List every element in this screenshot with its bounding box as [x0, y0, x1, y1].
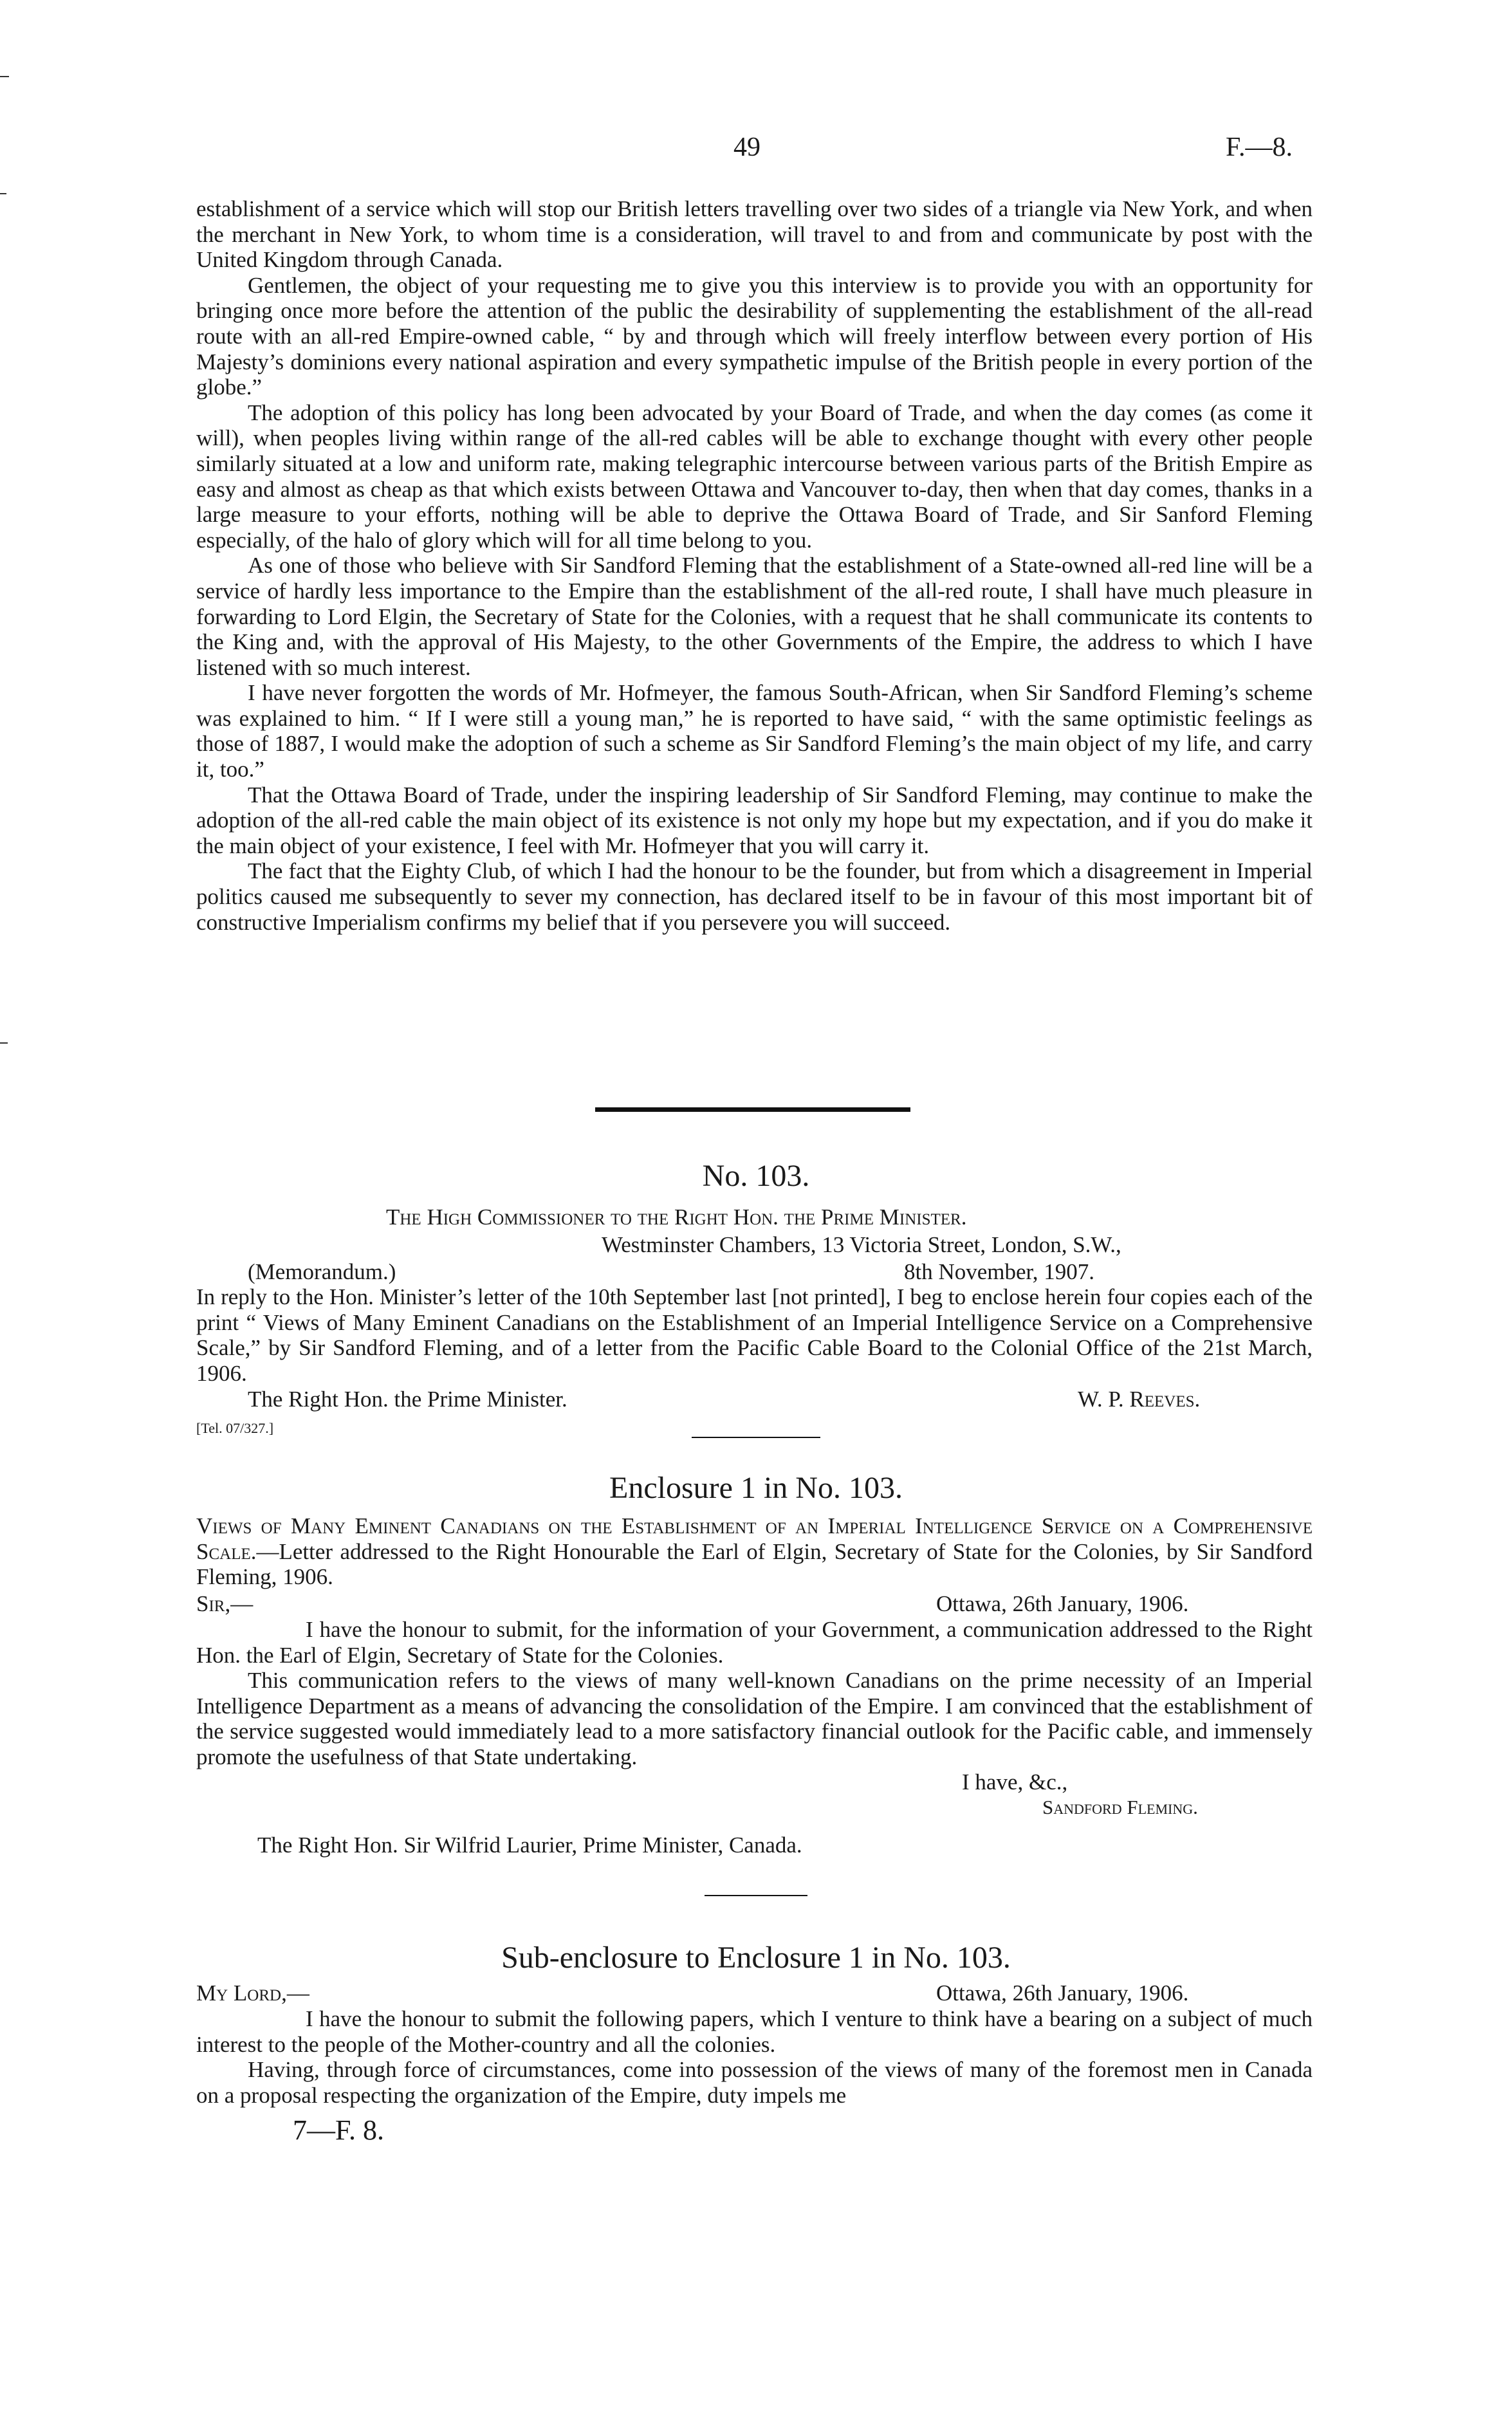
page-number: 49: [733, 133, 761, 162]
letter-date: 8th November, 1907.: [904, 1259, 1095, 1284]
section-heading-subenclosure: Sub-enclosure to Enclosure 1 in No. 103.: [501, 1941, 1011, 1975]
enclosure-salutation: Sir,—: [196, 1591, 254, 1616]
paragraph: I have never forgotten the words of Mr. Hofmeyer, the famous South-African, when Sir Sandford Fleming’s scheme was explained to him. “ If I were still a young man,” he is reported to have said, “ with the same optimistic feelings as those of 1887, I would make the adoption of such a scheme as Sir Sandford Fleming’s the main object of my life, and carry it, too.”: [196, 680, 1313, 782]
paragraph: Having, through force of circumstances, come into possession of the views of many of the foremost men in Canada on a proposal respecting the organization of the Empire, duty impels me: [196, 2057, 1313, 2108]
continuation-text: [196, 196, 1313, 935]
section-divider: [595, 1107, 910, 1112]
section-divider: [692, 1437, 820, 1438]
memorandum-label: (Memorandum.): [248, 1259, 396, 1284]
left-margin-mark: [0, 76, 9, 77]
left-margin-mark: [0, 1042, 8, 1044]
enclosure-closing: I have, &c.,: [962, 1769, 1068, 1795]
paragraph: In reply to the Hon. Minister’s letter of the 10th September last [not printed], I beg to enclose herein four copies each of the print “ Views of Many Eminent Canadians on the Establishment of an Imperial Intelligence Service on a Comprehensive Scale,” by Sir Sandford Fleming, and of a letter from the Pacific Cable Board to the Colonial Office of the 21st March, 1906.: [196, 1284, 1313, 1386]
section-heading-enclosure-1: Enclosure 1 in No. 103.: [609, 1471, 903, 1505]
letter-address: Westminster Chambers, 13 Victoria Street, London, S.W.,: [602, 1232, 1121, 1257]
paragraph: As one of those who believe with Sir Sandford Fleming that the establishment of a State-owned all-red line will be a service of hardly less importance to the Empire than the establishment of the all-red route, I shall have much pleasure in forwarding to Lord Elgin, the Secretary of State for the Colonies, with a request that he shall communicate its contents to the King and, with the approval of His Majesty, to the other Governments of the Empire, the address to which I have listened with so much interest.: [196, 553, 1313, 680]
paragraph: I have the honour to submit, for the information of your Government, a communication addressed to the Right Hon. the Earl of Elgin, Secretary of State for the Colonies.: [196, 1617, 1313, 1668]
left-margin-mark: [0, 193, 6, 194]
subenclosure-salutation: My Lord,—: [196, 1980, 309, 2006]
enclosure-body: [196, 1617, 1313, 1770]
subenclosure-body: [196, 2006, 1313, 2108]
paragraph: Gentlemen, the object of your requesting me to give you this interview is to provide you with an opportunity for bringing once more before the attention of the public the desirability of supplementing the establishment of the all-read route with an all-red Empire-owned cable, “ by and through which will freely interflow between every portion of His Majesty’s dominions every national aspiration and every sympathetic impulse of the British people in every portion of the globe.”: [196, 272, 1313, 400]
enclosure-place-date: Ottawa, 26th January, 1906.: [936, 1591, 1189, 1616]
paragraph: That the Ottawa Board of Trade, under the inspiring leadership of Sir Sandford Fleming, may continue to make the adoption of the all-red cable the main object of its existence is not only my hope but my expectation, and if you do make it the main object of your existence, I feel with Mr. Hofmeyer that you will carry it.: [196, 782, 1313, 858]
enclosure-signature: Sandford Fleming.: [1042, 1796, 1198, 1818]
paragraph: The adoption of this policy has long been advocated by your Board of Trade, and when the day comes (as come it will), when peoples living within range of the all-red cables will be able to exchange thought with every other people similarly situated at a low and uniform rate, making telegraphic intercourse between various parts of the British Empire as easy and almost as cheap as that which exists between Ottawa and Vancouver to-day, then when that day comes, thanks in a large measure to your efforts, nothing will be able to deprive the Ottawa Board of Trade, and Sir Sanford Fleming especially, of the halo of glory which will for all time belong to you.: [196, 400, 1313, 553]
letter-body: [196, 1284, 1313, 1386]
paragraph: The fact that the Eighty Club, of which I had the honour to be the founder, but from which a disagreement in Imperial politics caused me subsequently to sever my connection, has declared itself to be in favour of this most important bit of constructive Imperialism confirms my belief that if you persevere you will succeed.: [196, 858, 1313, 935]
letter-signature: W. P. Reeves.: [1078, 1387, 1201, 1412]
letter-addressee: The Right Hon. the Prime Minister.: [248, 1387, 567, 1412]
enclosure-title-rest: —Letter addressed to the Right Honourable the Earl of Elgin, Secretary of State for the Colonies, by Sir Sandford Fleming, 1906.: [196, 1538, 1313, 1590]
letter-subtitle: The High Commissioner to the Right Hon. the Prime Minister.: [386, 1204, 967, 1230]
document-code: F.—8.: [1226, 133, 1293, 162]
section-heading-no-103: No. 103.: [702, 1159, 810, 1193]
paragraph: I have the honour to submit the following papers, which I venture to think have a bearing on a subject of much interest to the people of the Mother-country and all the colonies.: [196, 2006, 1313, 2057]
paragraph: This communication refers to the views of many well-known Canadians on the prime necessity of an Imperial Intelligence Department as a means of advancing the consolidation of the Empire. I am convinced that the establishment of the service suggested would immediately lead to a more satisfactory financial outlook for the Pacific cable, and immensely promote the usefulness of that State undertaking.: [196, 1668, 1313, 1769]
enclosure-addressee: The Right Hon. Sir Wilfrid Laurier, Prime Minister, Canada.: [257, 1832, 802, 1858]
paragraph: establishment of a service which will stop our British letters travelling over two sides of a triangle via New York, and when the merchant in New York, to whom time is a consideration, will travel to and from and communicate by post with the United Kingdom through Canada.: [196, 196, 1313, 273]
printer-signature-mark: 7—F. 8.: [293, 2114, 384, 2146]
enclosure-title-caps: Views of Many Eminent Canadians on the Establishment of an Imperial Intelligence Service on a Comprehensive Scale.: [196, 1513, 1313, 1564]
section-divider: [705, 1895, 807, 1896]
subenclosure-place-date: Ottawa, 26th January, 1906.: [936, 1980, 1189, 2006]
enclosure-title: [196, 1513, 1313, 1590]
telegram-reference: [Tel. 07/327.]: [196, 1420, 274, 1436]
